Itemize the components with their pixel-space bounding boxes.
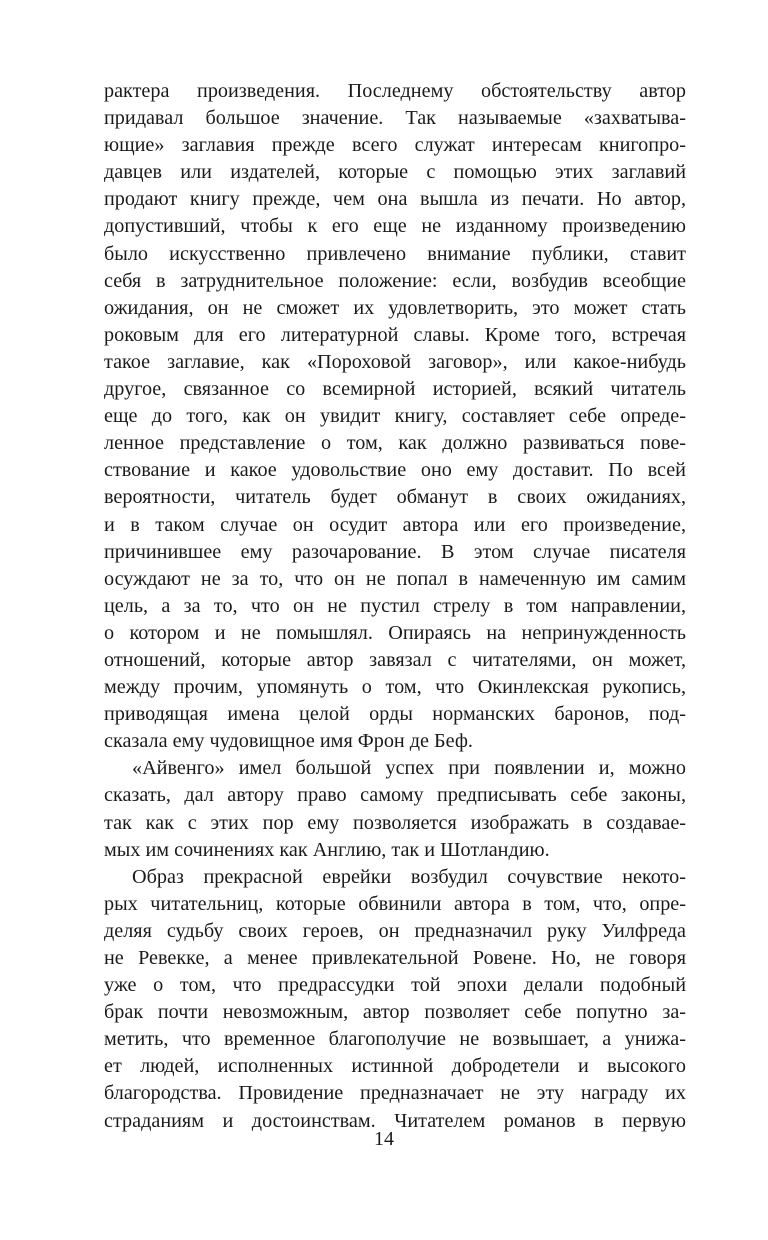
- text-line: и в таком случае он осудит автора или его произведение,: [104, 513, 686, 536]
- text-line: цель, а за то, что он не пустил стрелу в том направлении,: [104, 594, 686, 617]
- text-line: себя в затруднительное положение: если, возбудив всеобщие: [104, 269, 686, 292]
- text-line: ющие» заглавия прежде всего служат интересам книгопро-: [104, 134, 686, 157]
- text-line: сказала ему чудовищное имя Фрон де Беф.: [104, 730, 473, 753]
- text-line: допустивший, чтобы к его еще не изданному произведению: [104, 215, 686, 238]
- text-line: страданиям и достоинствам. Читателем романов в первую: [104, 1109, 686, 1132]
- text-line: ожидания, он не сможет их удовлетворить, это может стать: [104, 296, 686, 319]
- text-line: так как с этих пор ему позволяется изображать в создавае-: [104, 811, 686, 834]
- text-line: отношений, которые автор завязал с читателями, он может,: [104, 648, 686, 671]
- page-body: [104, 78, 686, 1135]
- text-line: вероятности, читатель будет обманут в своих ожиданиях,: [104, 486, 686, 509]
- text-line: благородства. Провидение предназначает не эту награду их: [104, 1082, 686, 1105]
- text-line: рых читательниц, которые обвинили автора в том, что, опре-: [104, 892, 686, 915]
- text-line: уже о том, что предрассудки той эпохи делали подобный: [104, 974, 686, 997]
- text-line: осуждают не за то, что он не попал в намеченную им самим: [104, 567, 686, 590]
- text-line: придавал большое значение. Так называемые «захватыва-: [104, 107, 686, 130]
- paragraph-3: [104, 864, 686, 1135]
- text-line: рактера произведения. Последнему обстоятельству автор: [104, 80, 686, 102]
- paragraph-1: [104, 78, 686, 755]
- text-line: Образ прекрасной еврейки возбудил сочувствие некото-: [132, 865, 686, 888]
- text-line: было искусственно привлечено внимание публики, ставит: [104, 242, 686, 265]
- text-line: ленное представление о том, как должно развиваться пове-: [104, 432, 686, 455]
- text-line: еще до того, как он увидит книгу, составляет себе опреде-: [104, 405, 686, 428]
- text-line: деляя судьбу своих героев, он предназначил руку Уилфреда: [104, 919, 686, 942]
- text-line: продают книгу прежде, чем она вышла из печати. Но автор,: [104, 188, 686, 211]
- text-line: не Ревекке, а менее привлекательной Ровене. Но, не говоря: [104, 947, 686, 969]
- text-line: «Айвенго» имел большой успех при появлении и, можно: [132, 757, 686, 780]
- text-line: между прочим, упомянуть о том, что Окинлекская рукопись,: [104, 676, 686, 699]
- text-line: о котором и не помышлял. Опираясь на непринужденность: [104, 621, 686, 644]
- text-line: метить, что временное благополучие не возвышает, а унижа-: [104, 1028, 686, 1051]
- text-line: такое заглавие, как «Пороховой заговор», или какое-нибудь: [104, 350, 686, 373]
- text-line: ствование и какое удовольствие оно ему доставит. По всей: [104, 459, 686, 482]
- text-line: ет людей, исполненных истинной добродетели и высокого: [104, 1055, 686, 1078]
- text-line: мых им сочинениях как Англию, так и Шотландию.: [104, 838, 550, 861]
- text-line: причинившее ему разочарование. В этом случае писателя: [104, 540, 686, 563]
- paragraph-2: [104, 755, 686, 863]
- text-line: приводящая имена целой орды норманских баронов, под-: [104, 703, 686, 726]
- text-line: сказать, дал автору право самому предписывать себе законы,: [104, 784, 686, 807]
- text-line: другое, связанное со всемирной историей, всякий читатель: [104, 378, 686, 401]
- page-number: 14: [374, 1128, 394, 1150]
- text-line: давцев или издателей, которые с помощью этих заглавий: [104, 161, 686, 184]
- text-line: роковым для его литературной славы. Кроме того, встречая: [104, 323, 686, 346]
- text-line: брак почти невозможным, автор позволяет себе попутно за-: [104, 1001, 686, 1024]
